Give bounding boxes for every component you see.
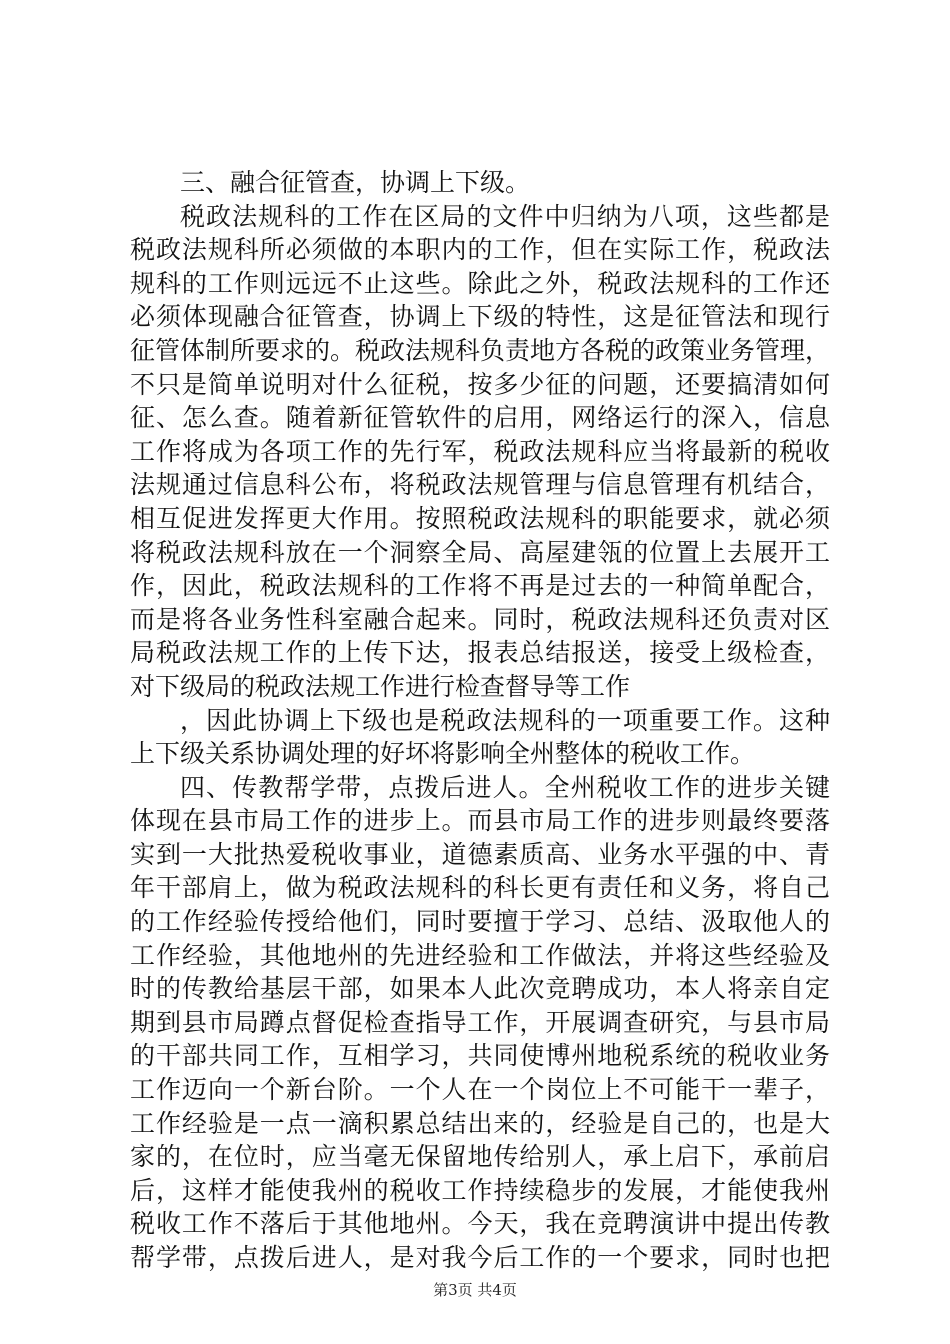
text-line: 的工作经验传授给他们，同时要擅于学习、总结、汲取他人的 [130,907,830,937]
text-line: 工作经验是一点一滴积累总结出来的，经验是自己的，也是大 [130,1108,830,1138]
text-line: 实到一大批热爱税收事业，道德素质高、业务水平强的中、青 [130,839,830,869]
text-line: 必须体现融合征管查，协调上下级的特性，这是征管法和现行 [130,302,830,332]
text-line: 期到县市局蹲点督促检查指导工作，开展调查研究，与县市局 [130,1007,830,1037]
text-line: 征、怎么查。随着新征管软件的启用，网络运行的深入，信息 [130,403,830,433]
text-line: 局税政法规工作的上传下达，报表总结报送，接受上级检查， [130,638,830,668]
text-line: 将税政法规科放在一个洞察全局、高屋建瓴的位置上去展开工 [130,537,830,567]
text-line: 而是将各业务性科室融合起来。同时，税政法规科还负责对区 [130,604,830,634]
document-body [130,166,830,1275]
text-line: 作，因此，税政法规科的工作将不再是过去的一种简单配合， [130,571,830,601]
text-line: 税政法规科的工作在区局的文件中归纳为八项，这些都是 [180,201,830,231]
text-line: 上下级关系协调处理的好坏将影响全州整体的税收工作。 [130,739,756,769]
text-line: 征管体制所要求的。税政法规科负责地方各税的政策业务管理， [130,335,831,365]
text-line: 家的，在位时，应当毫无保留地传给别人，承上启下，承前启 [130,1142,830,1172]
text-line: 后，这样才能使我州的税收工作持续稳步的发展，才能使我州 [130,1175,830,1205]
text-line: 的干部共同工作，互相学习，共同使博州地税系统的税收业务 [130,1041,830,1071]
text-line: 时的传教给基层干部，如果本人此次竞聘成功，本人将亲自定 [130,974,830,1004]
page-footer [0,1280,950,1300]
text-line: 体现在县市局工作的进步上。而县市局工作的进步则最终要落 [130,806,830,836]
text-line: 年干部肩上，做为税政法规科的科长更有责任和义务，将自己 [130,873,830,903]
text-line: ，因此协调上下级也是税政法规科的一项重要工作。这种 [180,705,830,735]
text-line: 帮学带，点拨后进人，是对我今后工作的一个要求，同时也把 [130,1243,830,1272]
text-line: 税收工作不落后于其他地州。今天，我在竞聘演讲中提出传教 [130,1209,830,1239]
section-heading-3: 三、融合征管查，协调上下级。 [180,168,531,197]
text-line: 对下级局的税政法规工作进行检查督导等工作 [130,671,631,701]
section-heading-4-line: 四、传教帮学带，点拨后进人。全州税收工作的进步关键 [180,772,830,802]
text-line: 工作将成为各项工作的先行军，税政法规科应当将最新的税收 [130,436,830,466]
text-line: 工作迈向一个新台阶。一个人在一个岗位上不可能干一辈子， [130,1075,830,1105]
text-line: 不只是简单说明对什么征税，按多少征的问题，还要搞清如何 [130,369,830,399]
page-number: 第3页 共4页 [433,1281,517,1299]
text-line: 工作经验，其他地州的先进经验和工作做法，并将这些经验及 [130,940,830,970]
text-line: 税政法规科所必须做的本职内的工作，但在实际工作，税政法 [130,235,830,265]
text-line: 法规通过信息科公布，将税政法规管理与信息管理有机结合， [130,470,830,500]
text-line: 相互促进发挥更大作用。按照税政法规科的职能要求，就必须 [130,503,830,533]
text-line: 规科的工作则远远不止这些。除此之外，税政法规科的工作还 [130,268,830,298]
